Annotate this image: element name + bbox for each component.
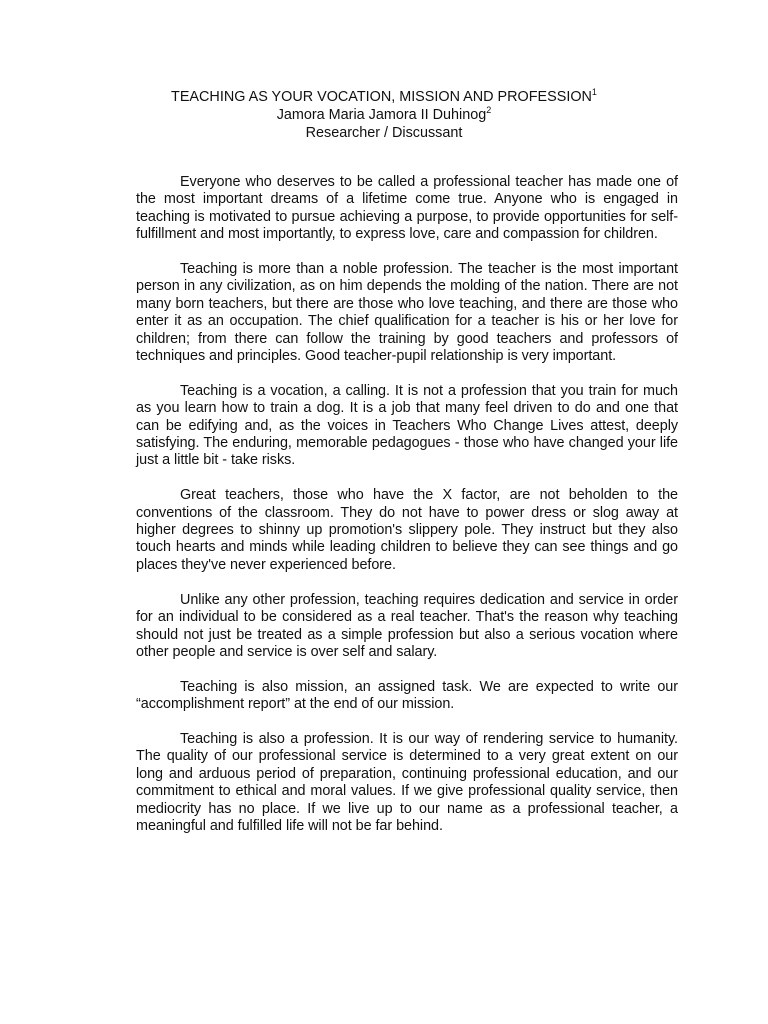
paragraph: Teaching is also mission, an assigned task. We are expected to write our “accomplishment report” at the end of our mission. bbox=[136, 678, 678, 713]
paragraph: Great teachers, those who have the X factor, are not beholden to the conventions of the classroom. They do not have to power dress or slog away at higher degrees to shinny up promotion's slippery pole. They instruct but they also touch hearts and minds while leading children to believe they can see things and go places they've never experienced before. bbox=[136, 487, 678, 573]
title-line bbox=[0, 88, 768, 106]
document-header bbox=[0, 88, 768, 142]
author-footnote-marker: 2 bbox=[486, 105, 492, 115]
author-line bbox=[0, 106, 768, 124]
author-name: Jamora Maria Jamora II Duhinog bbox=[276, 107, 487, 123]
author-role: Researcher / Discussant bbox=[305, 125, 463, 141]
paragraph: Teaching is more than a noble profession. The teacher is the most important person in any civilization, as on him depends the molding of the nation. There are not many born teachers, but there are those who love teaching, and there are those who enter it as an occupation. The chief qualification for a teacher is his or her love for children; from there can follow the training by good teachers and professors of techniques and principles. Good teacher-pupil relationship is very important. bbox=[136, 261, 678, 365]
paragraph: Teaching is also a profession. It is our way of rendering service to humanity. The quality of our professional service is determined to a very great extent on our long and arduous period of preparation, continuing professional education, and our commitment to ethical and moral values. If we give professional quality service, then mediocrity has no place. If we live up to our name as a professional teacher, a meaningful and fulfilled life will not be far behind. bbox=[136, 730, 678, 834]
paragraph: Unlike any other profession, teaching requires dedication and service in order for an individual to be considered as a real teacher. That's the reason why teaching should not just be treated as a simple profession but also a serious vocation where other people and service is over self and salary. bbox=[136, 591, 678, 660]
paragraph: Teaching is a vocation, a calling. It is not a profession that you train for much as you learn how to train a dog. It is a job that many feel driven to do and one that can be edifying and, as the voices in Teachers Who Change Lives attest, deeply satisfying. The enduring, memorable pedagogues - those who have changed your life just a little bit - take risks. bbox=[136, 382, 678, 469]
document-body bbox=[136, 174, 678, 853]
document-title: TEACHING AS YOUR VOCATION, MISSION AND PROFESSION bbox=[171, 89, 592, 105]
title-footnote-marker: 1 bbox=[591, 87, 597, 97]
paragraph: Everyone who deserves to be called a professional teacher has made one of the most important dreams of a lifetime come true. Anyone who is engaged in teaching is motivated to pursue achieving a purpose, to provide opportunities for self-fulfillment and most importantly, to express love, care and compassion for children. bbox=[136, 174, 678, 243]
